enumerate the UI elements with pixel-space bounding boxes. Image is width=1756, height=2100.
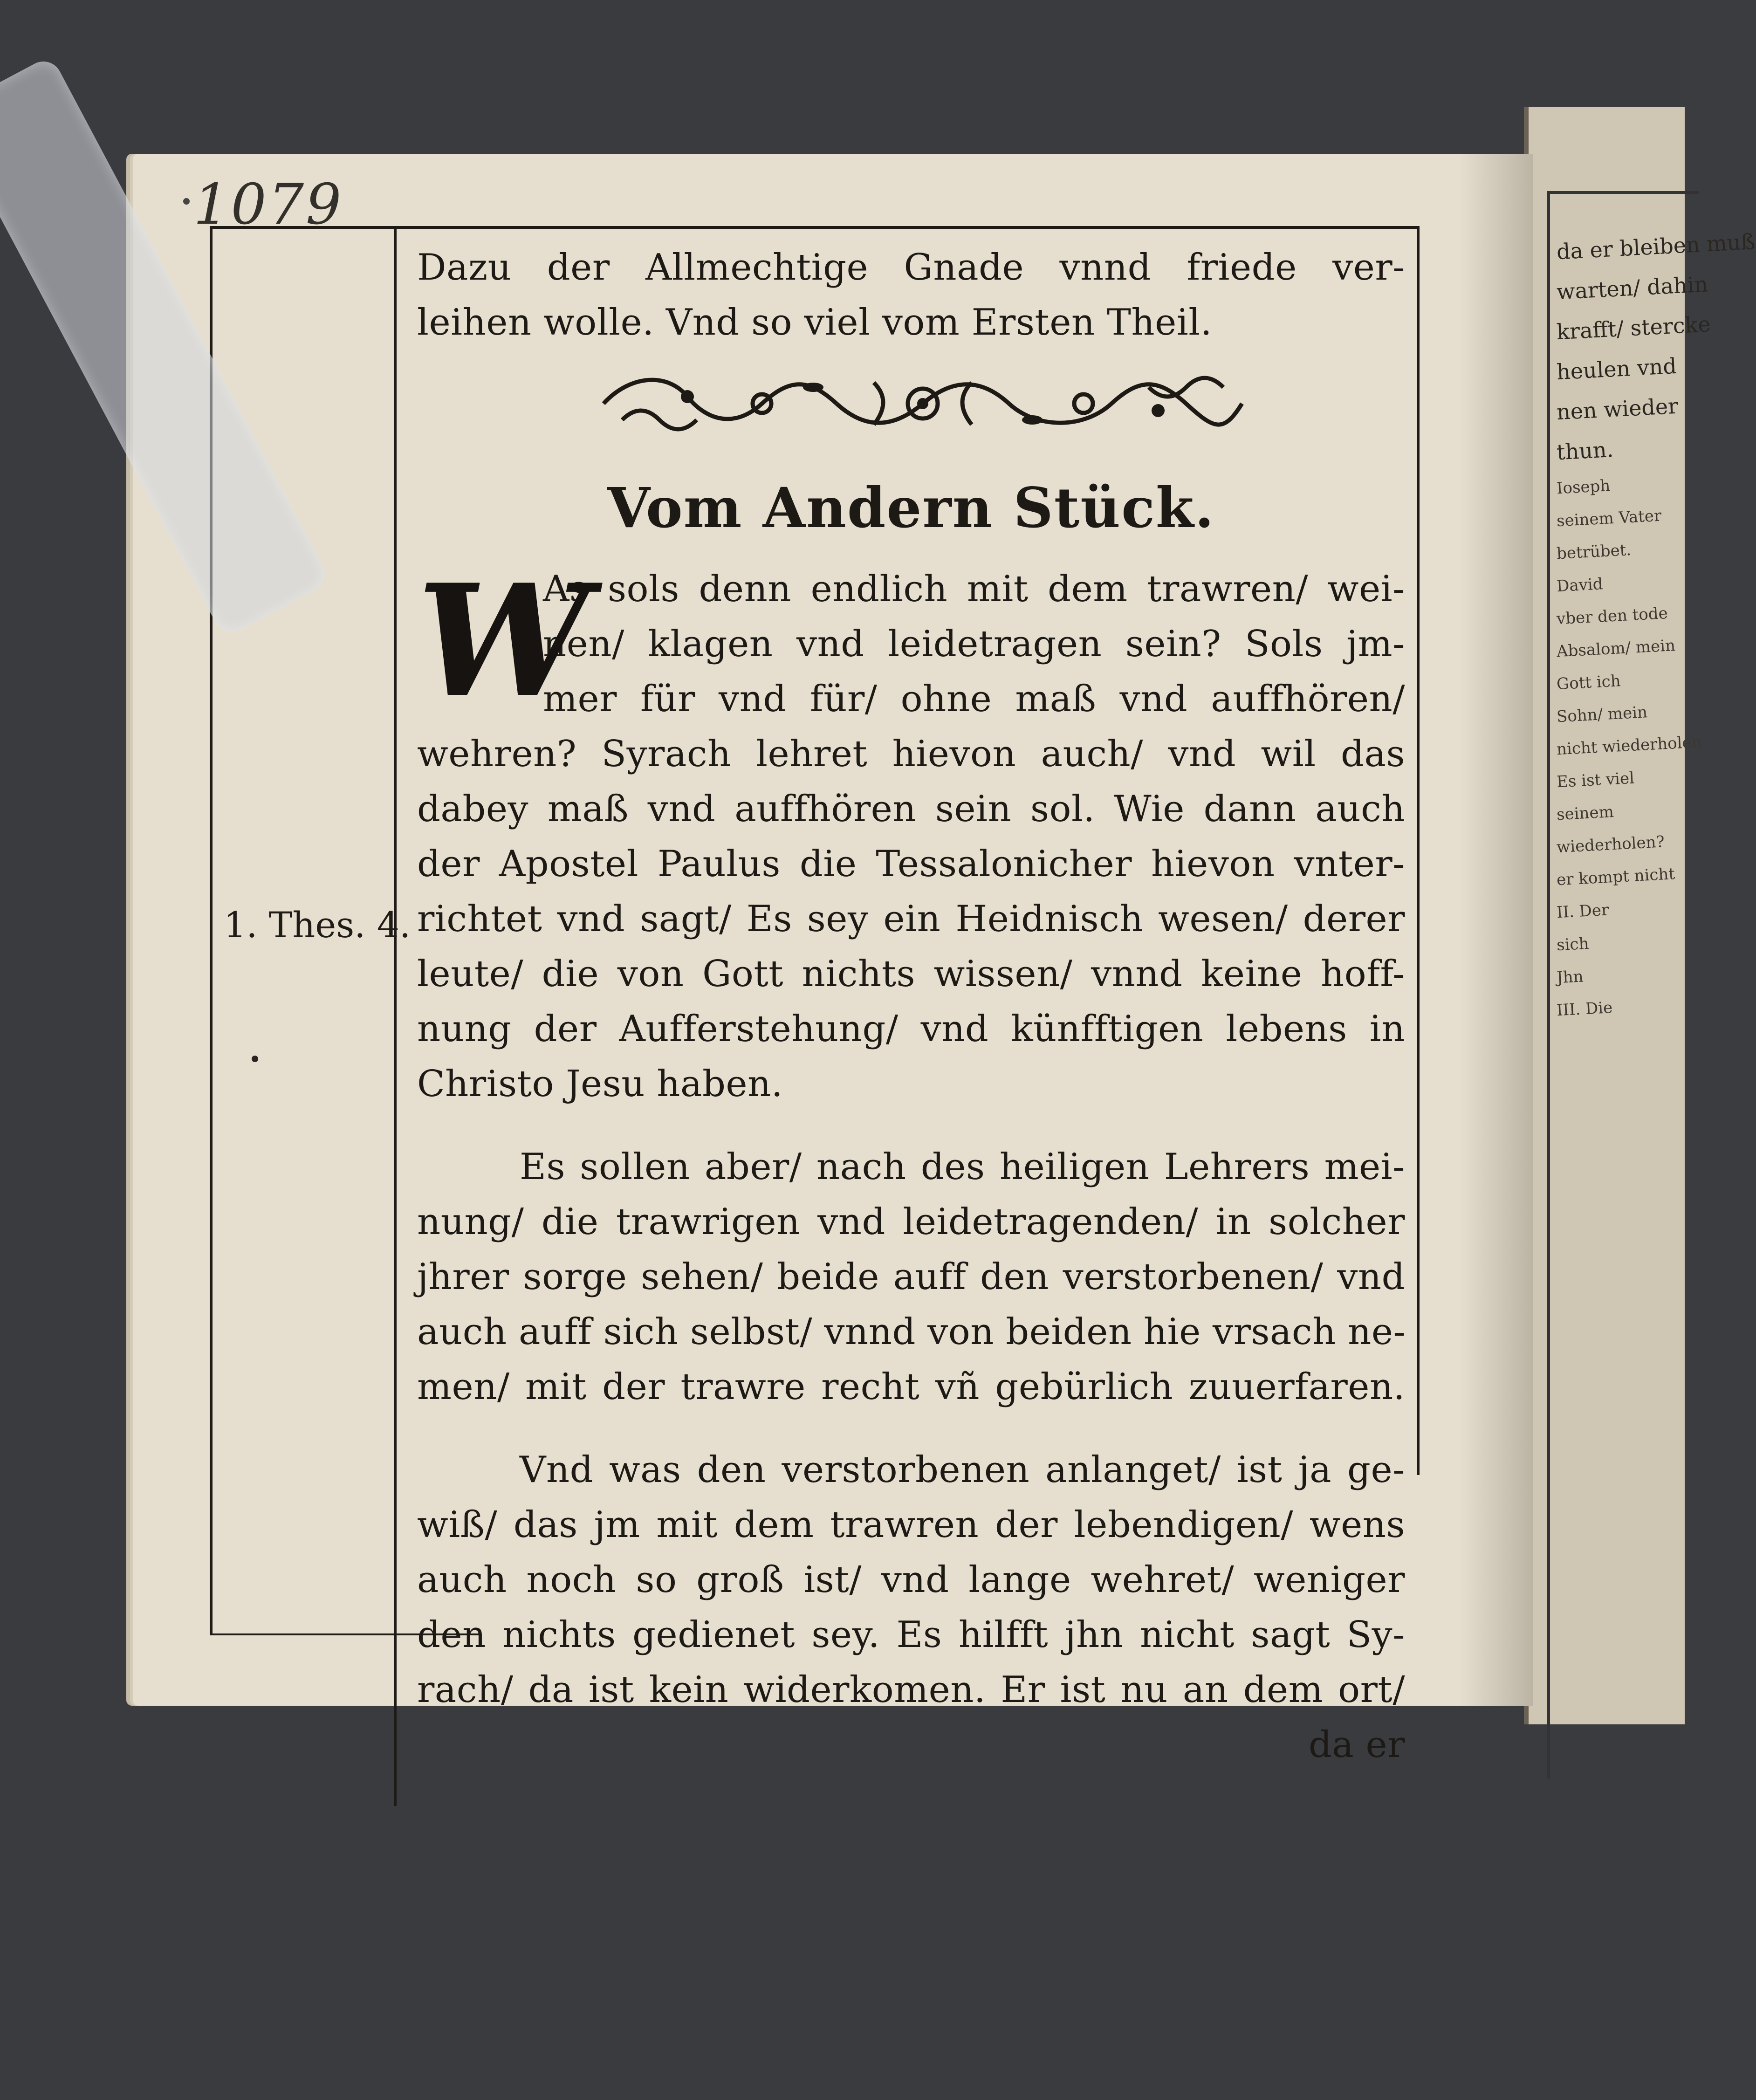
facing-line: II. Der xyxy=(1556,900,1610,922)
text-line: leihen wolle. Vnd so viel vom Ersten Theil. xyxy=(417,302,1213,343)
shelfmark-number: 1079 xyxy=(193,172,343,237)
text-line: nen/ klagen vnd leidetragen sein? Sols jm- xyxy=(543,623,1405,665)
margin-column-rule xyxy=(394,226,397,1806)
text-line: Es sollen aber/ nach des heiligen Lehrers mei- xyxy=(520,1146,1405,1188)
facing-line: er kompt nicht xyxy=(1556,865,1675,890)
paragraph-gap xyxy=(417,1414,1405,1442)
facing-line: betrübet. xyxy=(1556,540,1632,563)
drop-cap-initial: W xyxy=(417,550,590,731)
facing-line: Gott ich xyxy=(1556,672,1621,694)
facing-page-text xyxy=(1556,228,1756,1023)
text-line: den nichts gedienet sey. Es hilfft jhn nicht sagt Sy- xyxy=(417,1614,1405,1656)
text-line: Vnd was den verstorbenen anlanget/ ist ja ge- xyxy=(520,1449,1405,1491)
paragraph-gap xyxy=(417,1112,1405,1139)
paragraph xyxy=(417,1139,1405,1414)
text-line: As sols denn endlich mit dem trawren/ wei- xyxy=(543,568,1405,610)
text-line: auch auff sich selbst/ vnnd von beiden hie vrsach ne- xyxy=(417,1311,1406,1353)
text-line: dabey maß vnd auffhören sein sol. Wie dann auch xyxy=(417,788,1405,830)
text-line: leute/ die von Gott nichts wissen/ vnnd keine hoff- xyxy=(417,953,1405,995)
catchword: da er xyxy=(1308,1724,1405,1766)
ornament-icon xyxy=(594,369,1251,439)
margin-dot xyxy=(252,1056,258,1062)
facing-line: warten/ dahin xyxy=(1556,271,1709,305)
text-line: Dazu der Allmechtige Gnade vnnd friede ver- xyxy=(417,247,1405,288)
facing-page xyxy=(1524,107,1756,1724)
text-line: der Apostel Paulus die Tessalonicher hievon vnter- xyxy=(417,843,1405,885)
ink-dot xyxy=(183,198,190,205)
page-gutter-shadow xyxy=(1459,154,1533,1706)
paragraph xyxy=(417,1442,1405,1772)
text-line: jhrer sorge sehen/ beide auff den verstorbenen/ vnd xyxy=(417,1256,1405,1298)
facing-line: vber den tode xyxy=(1556,604,1668,629)
facing-line: Absalom/ mein xyxy=(1556,636,1676,661)
paragraph xyxy=(417,550,1405,1112)
facing-line: Es ist viel xyxy=(1556,769,1635,792)
text-line: Christo Jesu haben. xyxy=(417,1063,783,1105)
facing-line: seinem xyxy=(1556,802,1614,824)
text-line: men/ mit der trawre recht vñ gebürlich zuuerfaren. xyxy=(417,1366,1405,1408)
text-line: wiß/ das jm mit dem trawren der lebendigen/ wens xyxy=(417,1504,1405,1546)
facing-line: David xyxy=(1556,575,1604,596)
text-column xyxy=(417,240,1405,1772)
frame-rule-right xyxy=(1417,226,1420,1475)
frame-rule-top xyxy=(210,226,1417,229)
facing-line: nen wieder xyxy=(1556,393,1679,425)
facing-line: seinem Vater xyxy=(1556,506,1662,531)
facing-line: da er bleiben muß xyxy=(1556,229,1756,265)
section-heading: Vom Andern Stück. xyxy=(607,475,1215,540)
text-line: auch noch so groß ist/ vnd lange wehret/ weniger xyxy=(417,1559,1405,1601)
facing-line: Jhn xyxy=(1556,967,1584,988)
facing-line: Sohn/ mein xyxy=(1556,703,1648,727)
facing-line: krafft/ stercke xyxy=(1556,311,1711,345)
text-line: wehren? Syrach lehret hievon auch/ vnd wil das xyxy=(417,733,1405,775)
text-line: rach/ da ist kein widerkomen. Er ist nu an dem ort/ xyxy=(417,1669,1405,1711)
facing-line: nicht wiederholen xyxy=(1556,733,1702,759)
facing-line: heulen vnd xyxy=(1556,353,1677,385)
facing-line: wiederholen? xyxy=(1556,832,1665,857)
facing-line: sich xyxy=(1556,934,1590,955)
text-line: nung/ die trawrigen vnd leidetragenden/ in solcher xyxy=(417,1201,1405,1243)
margin-reference: 1. Thes. 4. xyxy=(224,904,411,946)
facing-line: thun. xyxy=(1556,436,1614,465)
text-line: mer für vnd für/ ohne maß vnd auffhören/ xyxy=(543,678,1405,720)
book-page xyxy=(133,154,1533,1766)
text-line: richtet vnd sagt/ Es sey ein Heidnisch wesen/ derer xyxy=(417,898,1405,940)
text-line: nung der Aufferstehung/ vnd künfftigen lebens in xyxy=(417,1008,1405,1050)
facing-line: III. Die xyxy=(1556,998,1613,1020)
facing-line: Ioseph xyxy=(1556,476,1611,498)
